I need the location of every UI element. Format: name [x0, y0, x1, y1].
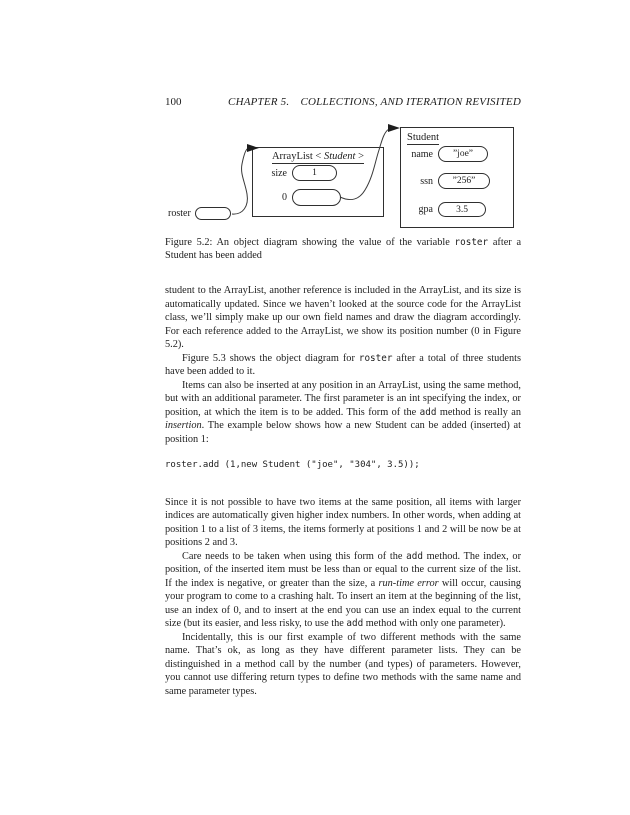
text-run: add [406, 550, 423, 562]
text-run: . The example below shows how a new Student can be added (inserted) at position 1: [165, 420, 521, 445]
paragraph [165, 550, 521, 631]
text-run: method with only one parameter). [363, 618, 506, 629]
text-run: add [419, 406, 437, 418]
student-box-title: Student [407, 132, 440, 143]
text-run: after a total of three students have been added to it. [165, 352, 521, 377]
text-run: method. The index, or position, of the inserted item must be less than or equal to the current size of the list. If the index is negative, or greater than the size, a [165, 550, 521, 589]
code-line: roster.add (1,new Student ("joe", "304", 3.5)); [165, 460, 420, 470]
arrowhead-icon [388, 124, 400, 132]
running-header: CHAPTER 5. COLLECTIONS, AND ITERATION REVISITED [228, 96, 521, 108]
paragraph [165, 631, 521, 699]
text-run: Since it is not possible to have two items at the same position, all items with larger indices are automatically given higher index numbers. In other words, when adding at position 1 to a list of 3 items, the items formerly at positions 1 and 2 will be now be at positions 2 and 3. [165, 496, 521, 548]
field-value-oval: 1 [292, 165, 337, 181]
field-value-oval: ”joe” [438, 146, 488, 162]
student-ssn-field [407, 173, 490, 189]
field-label: 0 [282, 192, 287, 203]
paragraph [165, 379, 521, 447]
roster-value-oval [195, 207, 231, 220]
paragraph [165, 496, 521, 550]
student-object-box [400, 127, 514, 228]
arraylist-size-field [265, 165, 337, 181]
text-run: Student [323, 151, 356, 162]
body-text [165, 284, 521, 698]
text-run: Items can also be inserted at any position in an ArrayList, using the same method, but with an additional parameter. The first parameter is an int specifying the index, or position, at which the item is to be added. This form of the [165, 379, 521, 418]
field-label: gpa [418, 204, 433, 215]
page-number: 100 [165, 96, 182, 108]
text-run: > [355, 151, 365, 162]
field-value-oval [292, 189, 341, 206]
roster-to-arraylist-arrow [232, 149, 248, 215]
text-run: Care needs to be taken when using this form of the [182, 550, 407, 562]
figure-caption [165, 236, 521, 263]
arraylist-object-box [252, 147, 384, 217]
text-run: run-time error [378, 577, 439, 589]
field-label: name [411, 148, 433, 160]
text-run: Figure 5.3 shows the object diagram for [182, 352, 359, 364]
text-run: after a Student has been added [165, 237, 522, 262]
field-label: ssn [420, 175, 433, 187]
text-run: roster [358, 352, 393, 364]
arraylist-slot0-field [265, 189, 341, 206]
field-label: size [271, 167, 287, 179]
student-gpa-field [407, 202, 486, 217]
paragraph [165, 284, 521, 352]
student-name-field [407, 146, 488, 162]
roster-variable [168, 207, 231, 220]
text-run: will occur, causing your program to come to a crashing halt. To insert an item at the beginning of the list, use an index of 0, and to insert at the end you can use an index equal to the current size (but its easier, and less risky, to use the [165, 577, 521, 629]
text-run: Figure 5.2: An object diagram showing the value of the variable [165, 237, 455, 248]
text-run: Incidentally, this is our first example of two different methods with the same name. That’s ok, as long as they have different parameter lists. They can be distinguished in a method call by the number (and types) of parameters. However, you cannot use differing return types to define two methods with the same name and same parameter types. [165, 631, 521, 697]
figure-object-diagram [165, 118, 521, 232]
roster-label: roster [168, 208, 191, 219]
text-run: ArrayList < [271, 151, 324, 162]
text-run: roster [454, 237, 489, 248]
text-run: student to the ArrayList, another reference is included in the ArrayList, and its size is automatically updated. Since we haven’t looked at the source code for the ArrayList class, we’ll simply make up our own field names and draw the diagram accordingly. For each reference added to the ArrayList, we show its position number (0 in Figure 5.2). [165, 285, 521, 350]
text-run: method is really an [436, 406, 521, 418]
paragraph [165, 352, 521, 379]
field-value-oval: ”256” [438, 173, 490, 189]
text-run: add [346, 618, 364, 629]
arraylist-box-title [253, 151, 383, 162]
text-run: insertion [165, 420, 202, 431]
field-value-oval: 3.5 [438, 202, 486, 217]
